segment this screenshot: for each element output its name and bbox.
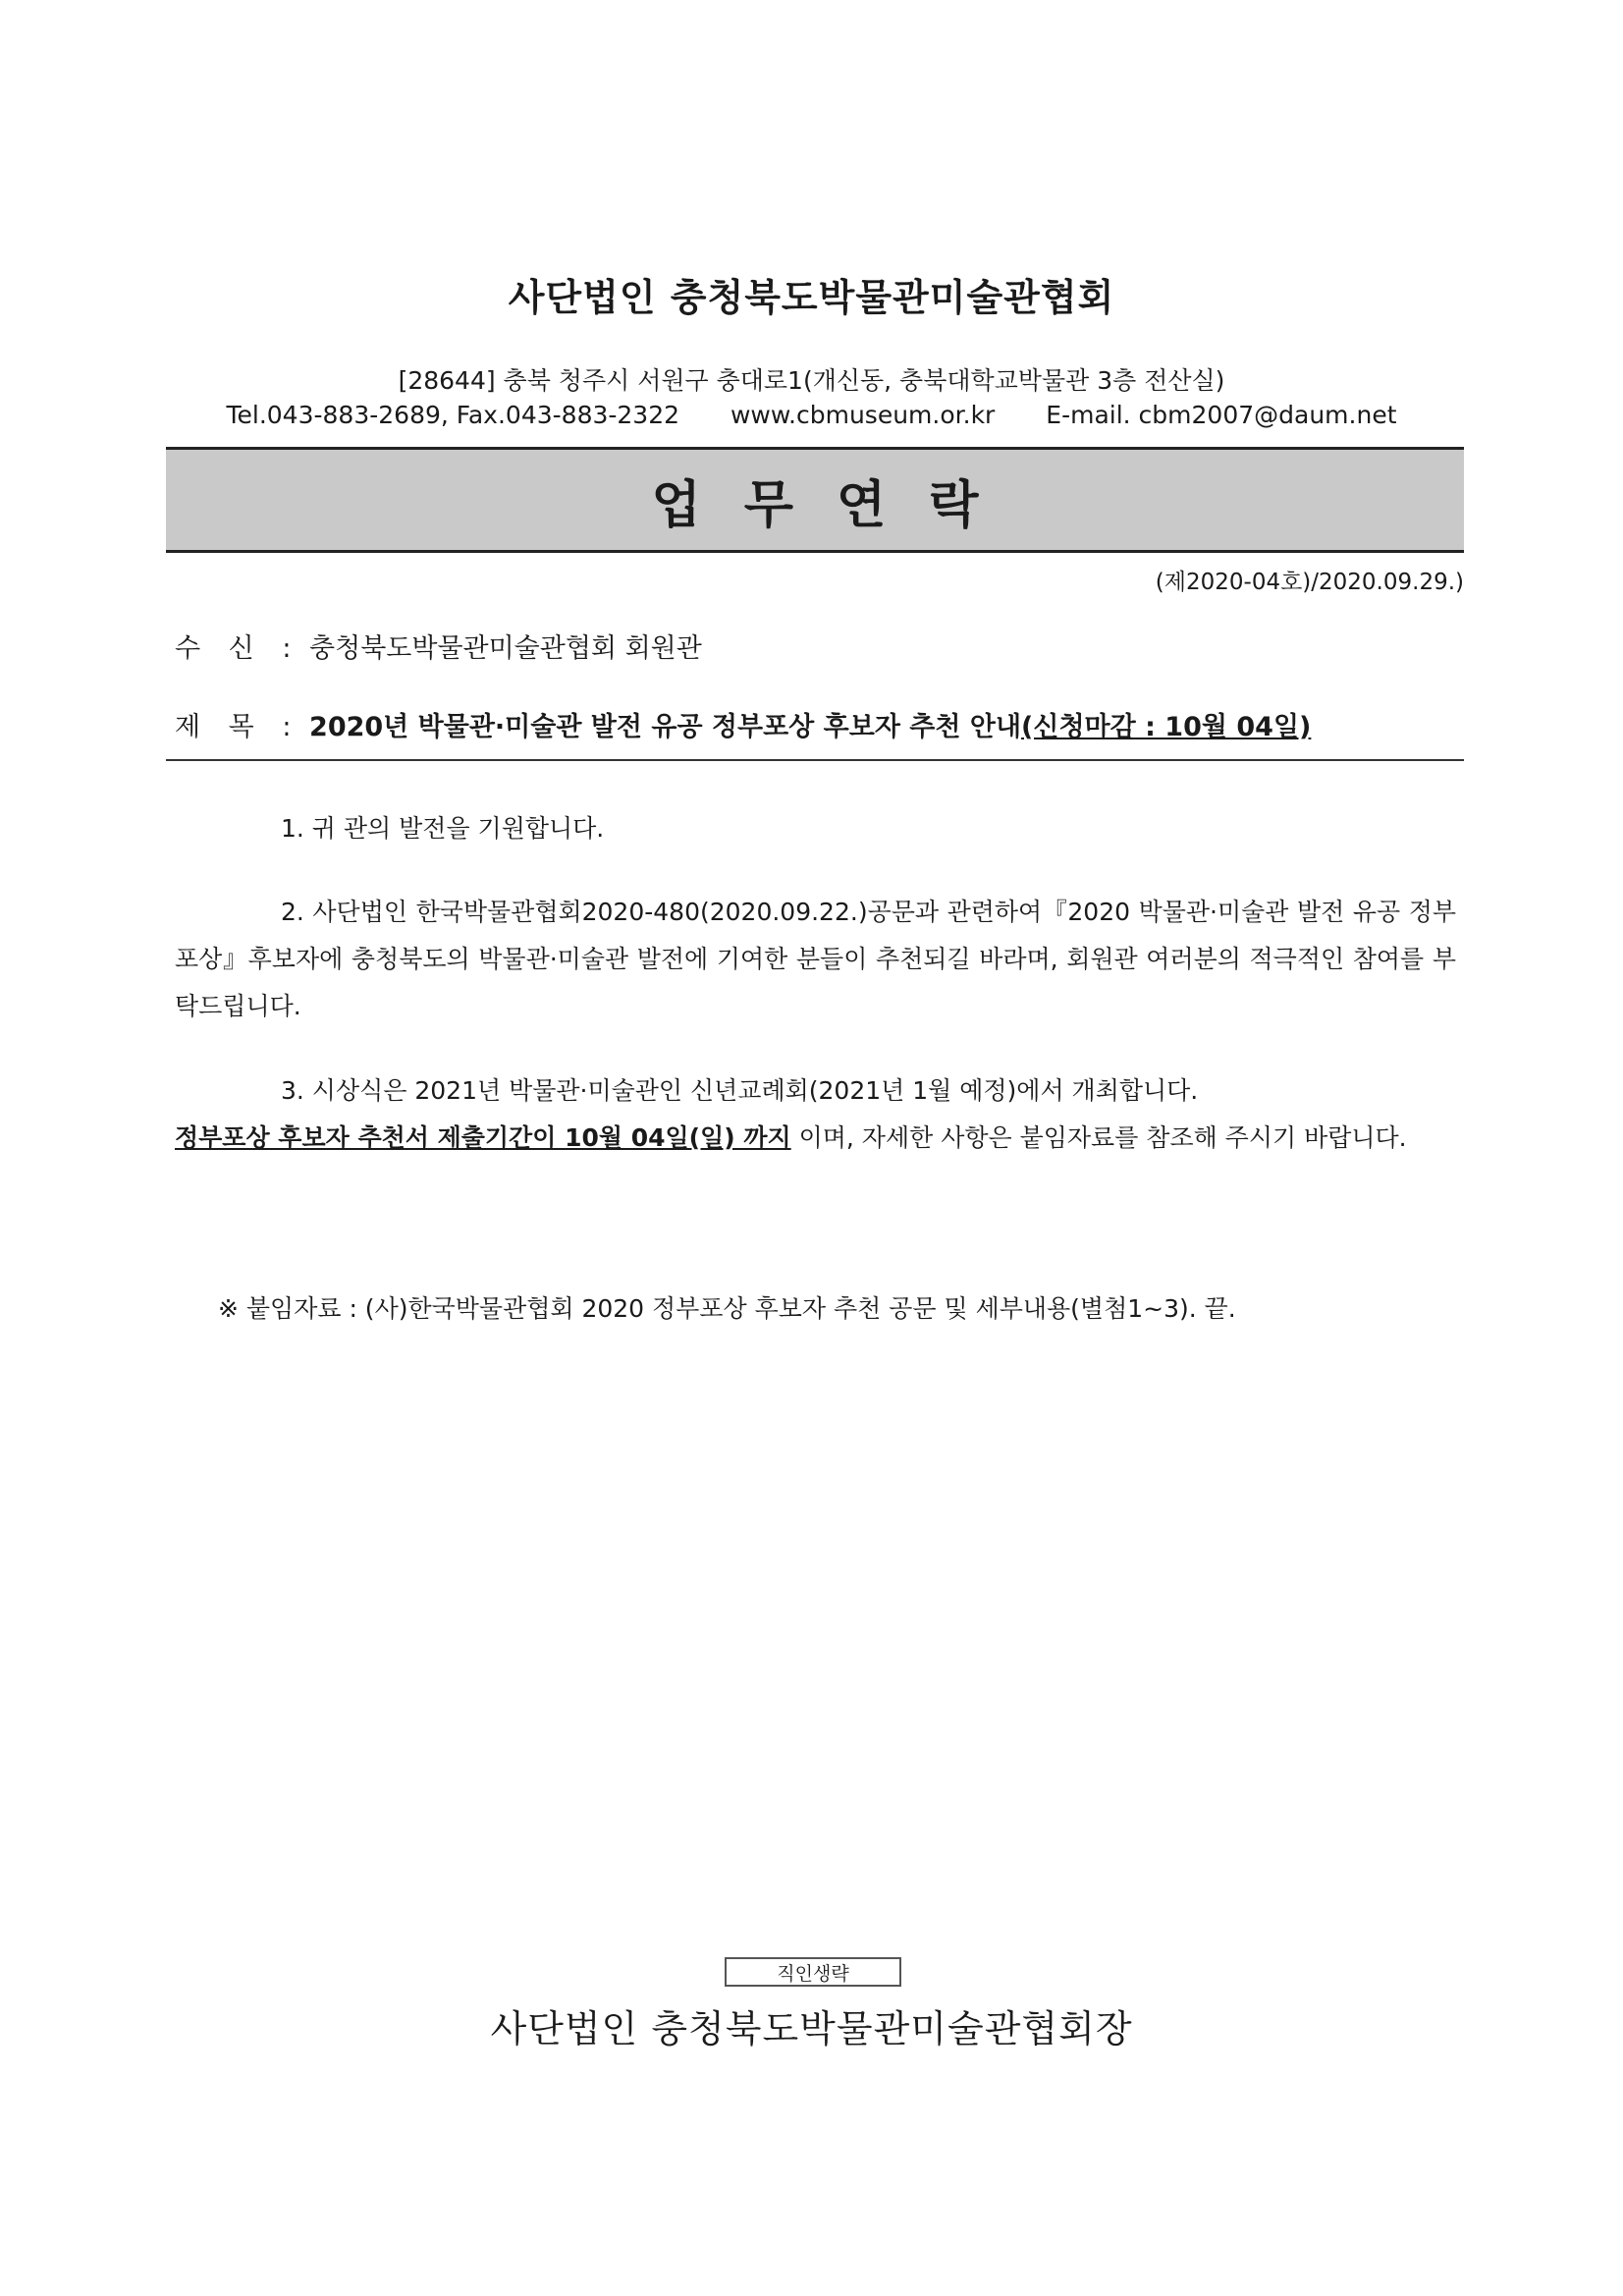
contact-line: [0, 401, 1623, 429]
tel-fax: Tel.043-883-2689, Fax.043-883-2322: [226, 401, 680, 429]
organization-address: [28644] 충북 청주시 서원구 충대로1(개신동, 충북대학교박물관 3층 전산실): [398, 366, 1225, 395]
title-banner: [166, 447, 1464, 553]
paragraph-3-first-line: 3. 시상식은 2021년 박물관·미술관인 신년교례회(2021년 1월 예정)에서 개최합니다.: [281, 1076, 1199, 1105]
email-address[interactable]: E-mail. cbm2007@daum.net: [1046, 401, 1397, 429]
document-number: (제2020-04호)/2020.09.29.): [1155, 570, 1464, 595]
paragraph-3-rest: 이며, 자세한 사항은 붙임자료를 참조해 주시기 바랍니다.: [790, 1123, 1407, 1152]
recipient-row: [175, 627, 702, 665]
banner-title: 업무연락: [651, 475, 1022, 535]
website-link[interactable]: www.cbmuseum.or.kr: [730, 401, 996, 429]
signature-line: 사단법인 충청북도박물관미술관협회장: [490, 2007, 1133, 2050]
seal-omitted-box: 직인생략: [725, 1957, 901, 1987]
recipient-value: 충청북도박물관미술관협회 회원관: [309, 633, 702, 664]
body-paragraph-3: [175, 1067, 1456, 1162]
header-divider: [166, 759, 1464, 761]
submission-deadline-emphasis: 정부포상 후보자 추천서 제출기간이 10월 04일(일) 까지: [175, 1123, 791, 1152]
body-paragraph-1: 1. 귀 관의 발전을 기원합니다.: [281, 814, 605, 843]
subject-row: [175, 705, 1311, 743]
paragraph-3-continuation: [175, 1115, 1456, 1162]
body-paragraph-2: 2. 사단법인 한국박물관협회2020-480(2020.09.22.)공문과 관련하여『2020 박물관·미술관 발전 유공 정부포상』후보자에 충청북도의 박물관·미술관 발전에 기여한 분들이 추천되길 바라며, 회원관 여러분의 적극적인 참여를 부탁드립니다.: [175, 898, 1456, 1020]
subject-deadline: (신청마감 : 10월 04일): [1021, 712, 1312, 742]
subject-label: 제 목 :: [175, 712, 301, 742]
attachment-note: ※ 붙임자료 : (사)한국박물관협회 2020 정부포상 후보자 추천 공문 및 세부내용(별첨1~3). 끝.: [218, 1294, 1236, 1323]
organization-title: 사단법인 충청북도박물관미술관협회: [508, 276, 1115, 319]
recipient-label: 수 신 :: [175, 633, 301, 664]
subject-value: 2020년 박물관·미술관 발전 유공 정부포상 후보자 추천 안내: [309, 712, 1022, 742]
